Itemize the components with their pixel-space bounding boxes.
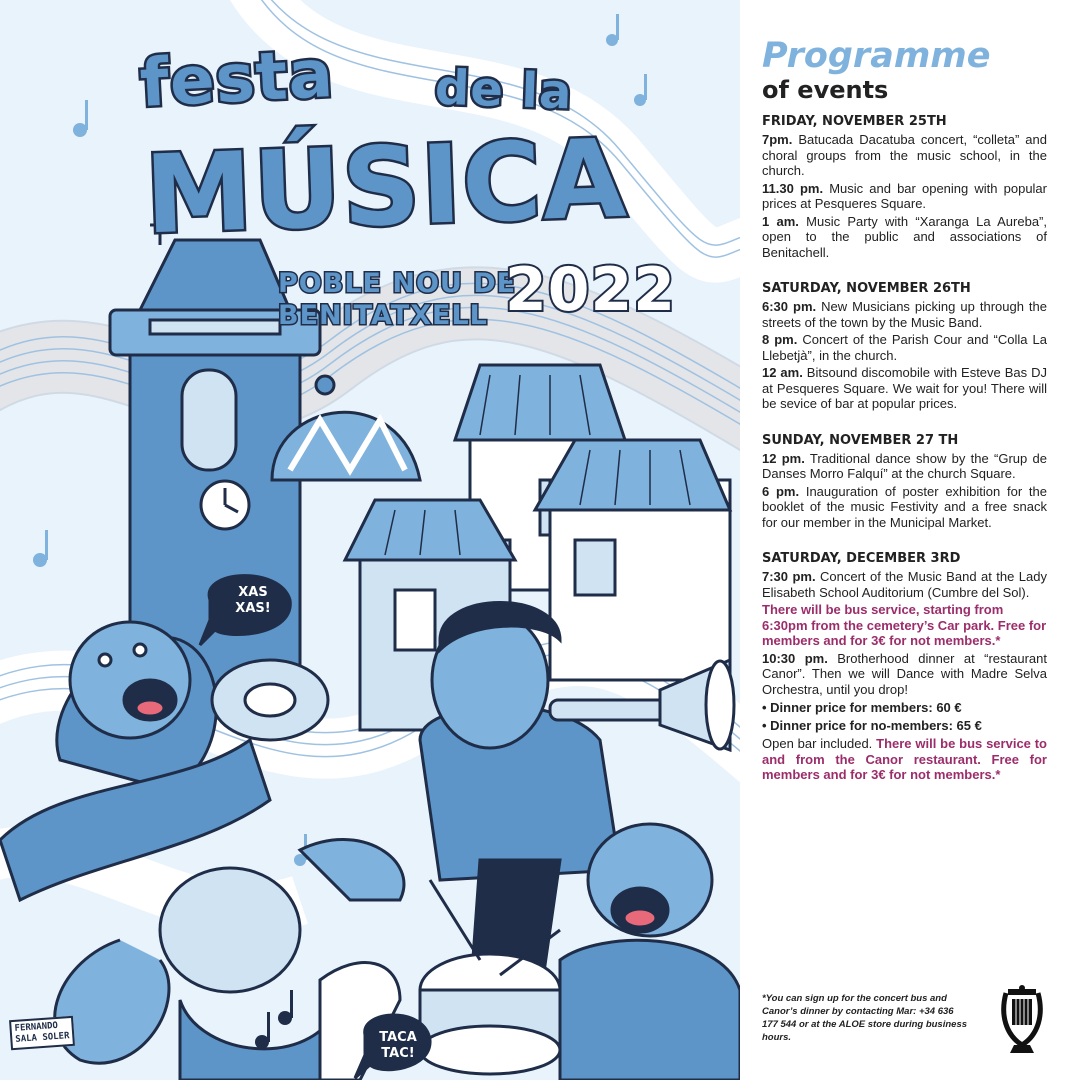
event-time: 6:30 pm. bbox=[762, 299, 817, 314]
event-time: 1 am. bbox=[762, 213, 799, 229]
day-section bbox=[762, 281, 1047, 412]
poster-title-musica: MÚSICA bbox=[142, 116, 630, 259]
poster-place-line1: POBLE NOU DE bbox=[278, 268, 517, 299]
event-item bbox=[762, 332, 1047, 363]
event-time: 6 pm. bbox=[762, 483, 800, 499]
artist-signature: FERNANDO SALA SOLER bbox=[9, 1016, 75, 1050]
day-heading: FRIDAY, NOVEMBER 25TH bbox=[762, 114, 947, 129]
day-heading: SATURDAY, DECEMBER 3RD bbox=[762, 551, 961, 566]
event-item bbox=[762, 365, 1047, 412]
footnote: *You can sign up for the concert bus and Canor’s dinner by contacting Mar: +34 636 177 544 or at the ALOE store during business hours. bbox=[762, 993, 968, 1043]
event-item bbox=[762, 299, 1047, 330]
price-members: • Dinner price for members: 60 € bbox=[762, 700, 962, 715]
poster-year: 2022 bbox=[505, 255, 676, 325]
event-time: 11.30 pm. bbox=[762, 180, 824, 196]
event-time: 12 am. bbox=[762, 365, 803, 380]
programme-title: Programme bbox=[762, 36, 991, 76]
day-section bbox=[762, 114, 1047, 260]
event-time: 10:30 pm. bbox=[762, 650, 828, 666]
programme-column bbox=[762, 36, 1047, 804]
event-text: Inauguration of poster exhibition for the booklet of the music Festivity and a free snack for our member in the Municipal Market. bbox=[762, 483, 1047, 530]
speech-bubble-taca: TACA TAC! bbox=[379, 1030, 417, 1061]
programme-subtitle: of events bbox=[762, 76, 889, 104]
day-heading: SATURDAY, NOVEMBER 26TH bbox=[762, 281, 971, 296]
event-text: Traditional dance show by the “Grup de Danses Morro Falquí” at the church Square. bbox=[762, 450, 1047, 481]
event-item bbox=[762, 132, 1047, 179]
day-section-december bbox=[762, 551, 1047, 783]
event-time: 8 pm. bbox=[762, 332, 798, 347]
event-item bbox=[762, 651, 1047, 698]
poster-title-festa: festa bbox=[138, 34, 336, 123]
bus-notice: There will be bus service, starting from 6:30pm from the cemetery’s Car park. Free for members and for 3€ for not members.* bbox=[762, 602, 1047, 648]
event-text: Batucada Dacatuba concert, “colleta” and choral groups from the music school, in the church. bbox=[762, 132, 1047, 178]
poster-title-de-la: de la bbox=[434, 59, 574, 121]
event-item bbox=[762, 451, 1047, 482]
event-item bbox=[762, 484, 1047, 531]
day-heading: SUNDAY, NOVEMBER 27 TH bbox=[762, 432, 959, 448]
poster-place bbox=[278, 268, 516, 332]
event-text: New Musicians picking up through the streets of the town by the Music Band. bbox=[762, 299, 1048, 330]
event-time: 12 pm. bbox=[762, 450, 805, 466]
event-item bbox=[762, 181, 1047, 212]
event-text: Music and bar opening with popular prices at Pesqueres Square. bbox=[762, 180, 1047, 211]
event-text: Brotherhood dinner at “restaurant Canor”. Then we will Dance with Madre Selva Orchestra, until you drop! bbox=[762, 650, 1047, 697]
event-time: 7:30 pm. bbox=[762, 569, 816, 584]
open-bar-note bbox=[762, 736, 1047, 783]
event-item bbox=[762, 214, 1047, 261]
open-bar-text: Open bar included. bbox=[762, 736, 877, 751]
event-time: 7pm. bbox=[762, 132, 793, 147]
price-nonmembers: • Dinner price for no-members: 65 € bbox=[762, 718, 982, 733]
event-text: Music Party with “Xaranga La Aureba”, open to the public and associations of Benitachell. bbox=[762, 213, 1047, 260]
lyre-icon bbox=[998, 985, 1046, 1055]
speech-bubble-xas: XAS XAS! bbox=[235, 585, 271, 616]
event-text: Concert of the Music Band at the Lady Elisabeth School Auditorium (Cumbre del Sol). bbox=[762, 569, 1047, 600]
event-item bbox=[762, 569, 1047, 600]
day-section bbox=[762, 433, 1047, 531]
poster-place-line2: BENITATXELL bbox=[278, 300, 488, 331]
event-text: Bitsound discomobile with Esteve Bas DJ at Pesqueres Square. We wait for you! There will be sevice of bar at popular prices. bbox=[762, 365, 1047, 411]
event-text: Concert of the Parish Cour and “Colla La Llebetjà”, in the church. bbox=[762, 332, 1047, 363]
bus-notice-2: There will be bus service to and from the Canor restaurant. Free for members and for 3€ for not members.* bbox=[762, 736, 1047, 782]
